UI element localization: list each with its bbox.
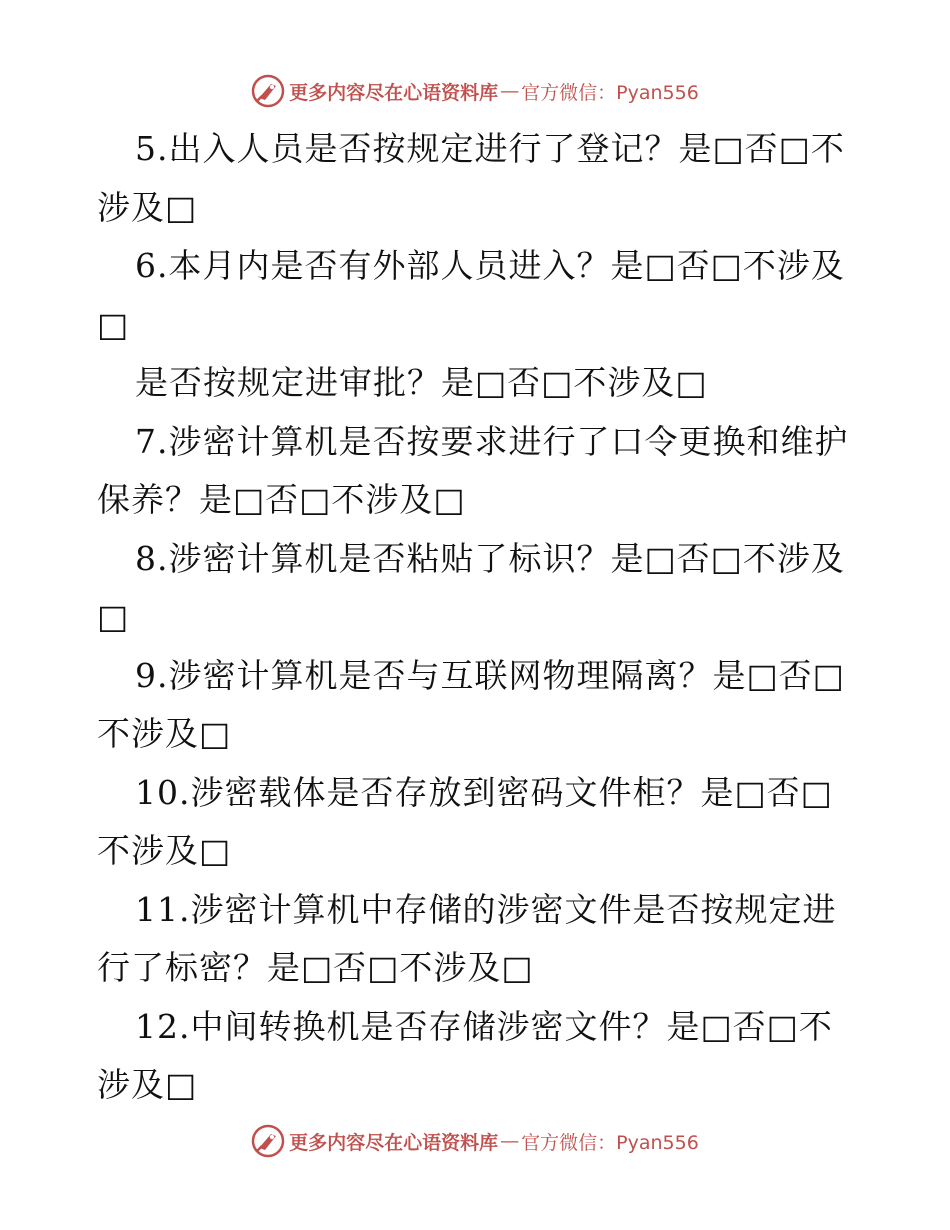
text-line: 7.涉密计算机是否按要求进行了口令更换和维护 [135, 421, 849, 461]
text-line: 8.涉密计算机是否粘贴了标识？是□否□不涉及 [135, 538, 845, 578]
text-line: 不涉及□ [97, 714, 232, 753]
text-line: □ [97, 597, 130, 636]
text-line: 5.出入人员是否按规定进行了登记？是□否□不 [135, 129, 845, 168]
footer-watermark-banner [0, 1121, 950, 1161]
watermark-separator: — [500, 80, 520, 102]
text-line: 涉及□ [97, 187, 198, 227]
watermark-text [289, 1128, 699, 1155]
watermark-wechat-text: 官方微信：Pyan556 [521, 1131, 699, 1154]
watermark-separator: — [500, 1130, 520, 1152]
text-line: 保养？是□否□不涉及□ [97, 480, 466, 519]
watermark-text [289, 78, 699, 105]
text-line: 涉及□ [97, 1065, 198, 1104]
text-line: 是否按规定进审批？是□否□不涉及□ [135, 363, 708, 402]
text-line: 6.本月内是否有外部人员进入？是□否□不涉及 [135, 246, 845, 285]
text-line: 11.涉密计算机中存储的涉密文件是否按规定进 [135, 889, 837, 929]
pen-nib-logo-icon [251, 1124, 285, 1158]
text-line: 12.中间转换机是否存储涉密文件？是□否□不 [135, 1006, 833, 1046]
watermark-site-text: 更多内容尽在心语资料库 [289, 81, 499, 104]
text-line: □ [97, 304, 130, 344]
watermark-wechat-text: 官方微信：Pyan556 [521, 81, 699, 104]
text-line: 行了标密？是□否□不涉及□ [97, 948, 534, 987]
pen-nib-logo-icon [251, 74, 285, 108]
document-body [97, 120, 857, 1115]
header-watermark-banner [0, 71, 950, 111]
watermark-site-text: 更多内容尽在心语资料库 [289, 1131, 499, 1154]
text-line: 不涉及□ [97, 831, 232, 870]
text-line: 9.涉密计算机是否与互联网物理隔离？是□否□ [135, 655, 845, 695]
text-line: 10.涉密载体是否存放到密码文件柜？是□否□ [135, 772, 833, 812]
